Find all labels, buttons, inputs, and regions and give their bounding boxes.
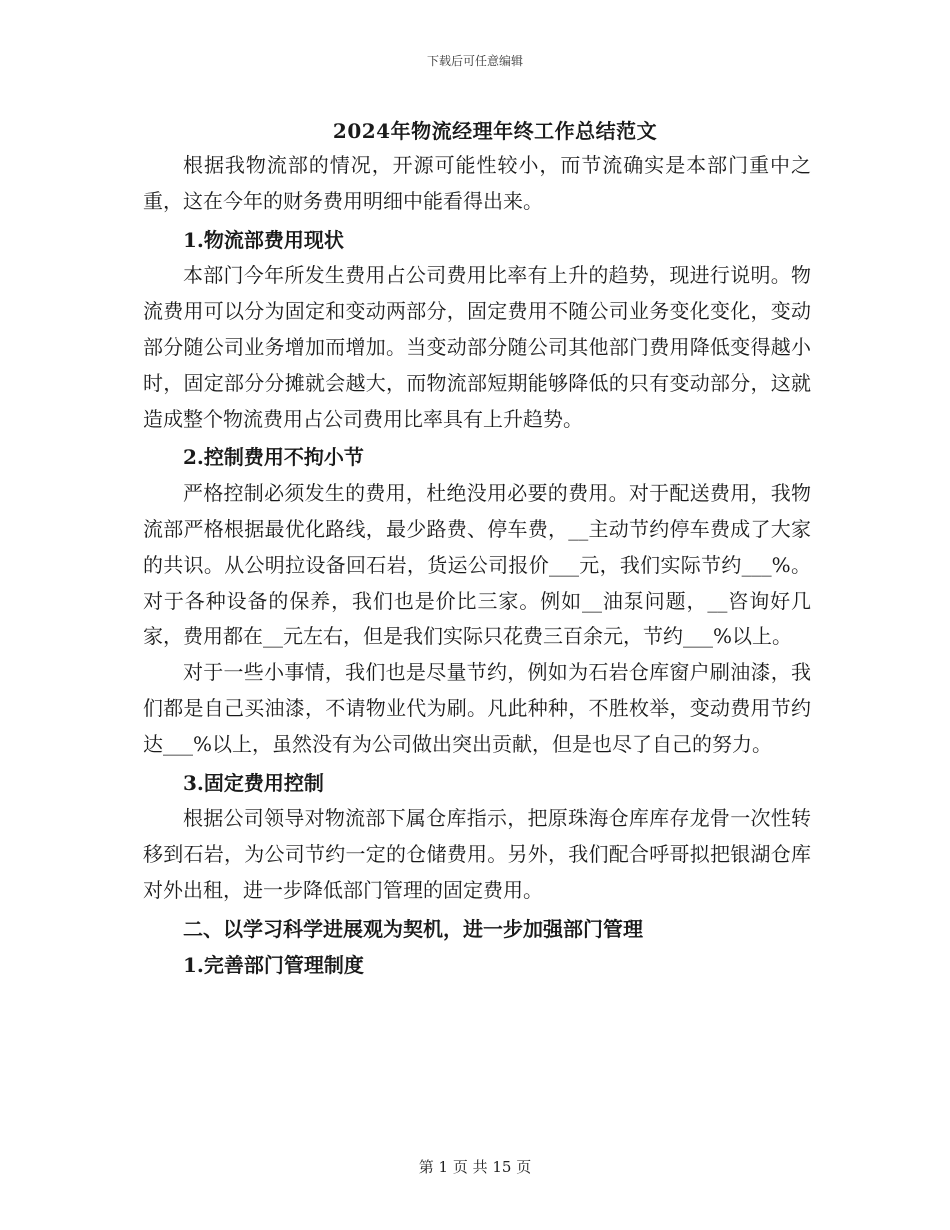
page-header-note: 下载后可任意编辑 bbox=[426, 54, 523, 68]
paragraph-small-savings: 对于一些小事情，我们也是尽量节约，例如为石岩仓库窗户刷油漆，我们都是自己买油漆，不请物业代为刷。凡此种种，不胜枚举，变动费用节约达___%以上，虽然没有为公司做出突出贡献，但是也尽了自己的努力。 bbox=[143, 660, 811, 756]
subsection-heading-management-system: 1.完善部门管理制度 bbox=[183, 952, 364, 977]
paragraph-cost-control: 严格控制必须发生的费用，杜绝没用必要的费用。对于配送费用，我物流部严格根据最优化路线，最少路费、停车费，__主动节约停车费成了大家的共识。从公明拉设备回石岩，货运公司报价___元，我们实际节约___%。对于各种设备的保养，我们也是价比三家。例如__油泵问题，__咨询好几家，费用都在__元左右，但是我们实际只花费三百余元，节约___%以上。 bbox=[143, 481, 811, 649]
document-body bbox=[143, 148, 811, 983]
section-heading-management: 二、以学习科学进展观为契机，进一步加强部门管理 bbox=[183, 916, 643, 941]
paragraph-fixed-cost: 根据公司领导对物流部下属仓库指示，把原珠海仓库库存龙骨一次性转移到石岩，为公司节约一定的仓储费用。另外，我们配合呼哥拟把银湖仓库对外出租，进一步降低部门管理的固定费用。 bbox=[143, 806, 811, 902]
section-heading-cost-status: 1.物流部费用现状 bbox=[183, 227, 344, 252]
paragraph-cost-status: 本部门今年所发生费用占公司费用比率有上升的趋势，现进行说明。物流费用可以分为固定和变动两部分，固定费用不随公司业务变化变化，变动部分随公司业务增加而增加。当变动部分随公司其他部门费用降低变得越小时，固定部分分摊就会越大，而物流部短期能够降低的只有变动部分，这就造成整个物流费用占公司费用比率具有上升趋势。 bbox=[143, 263, 811, 431]
page-number: 第 1 页 共 15 页 bbox=[418, 1158, 532, 1176]
section-heading-cost-control: 2.控制费用不拘小节 bbox=[183, 445, 364, 470]
document-title: 2024年物流经理年终工作总结范文 bbox=[332, 119, 658, 143]
section-heading-fixed-cost: 3.固定费用控制 bbox=[183, 770, 324, 795]
paragraph-intro: 根据我物流部的情况，开源可能性较小，而节流确实是本部门重中之重，这在今年的财务费用明细中能看得出来。 bbox=[143, 153, 811, 213]
